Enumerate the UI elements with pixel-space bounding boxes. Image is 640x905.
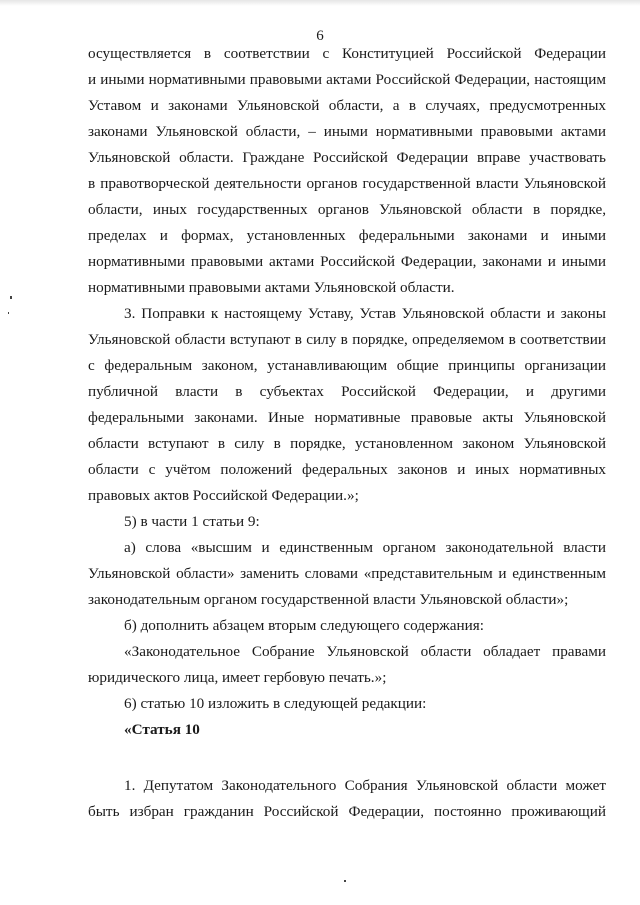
text-line: 5) в части 1 статьи 9: (124, 513, 260, 530)
text-line: Ульяновской области. Граждане Российской Федерации вправе участвовать (88, 149, 606, 166)
text-line: Ульяновской области вступают в силу в порядке, определяемом в соответствии (88, 331, 606, 348)
text-line: «Законодательное Собрание Ульяновской области обладает правами (124, 643, 606, 660)
text-line: 3. Поправки к настоящему Уставу, Устав Ульяновской области и законы (124, 305, 606, 322)
text-line: юридического лица, имеет гербовую печать.»; (88, 669, 387, 686)
text-line: в правотворческой деятельности органов государственной власти Ульяновской (88, 175, 606, 192)
page-number: 6 (316, 28, 324, 44)
text-line: 1. Депутатом Законодательного Собрания Ульяновской области может (124, 777, 606, 794)
text-line: нормативными правовыми актами Российской Федерации, законами и иными (88, 253, 606, 270)
text-line: а) слова «высшим и единственным органом законодательной власти (124, 539, 606, 556)
scan-speck (10, 296, 12, 299)
text-line: федеральными законами. Иные нормативные правовые акты Ульяновской (88, 409, 606, 426)
scan-speck (8, 312, 9, 314)
text-line: законами Ульяновской области, – иными нормативными правовыми актами (88, 123, 606, 140)
text-line: публичной власти в субъектах Российской Федерации, и другими (88, 383, 606, 400)
text-line: правовых актов Российской Федерации.»; (88, 487, 359, 504)
text-line: области вступают в силу в порядке, установленном законом Ульяновской (88, 435, 606, 452)
scan-shadow (0, 0, 640, 6)
text-line: осуществляется в соответствии с Конституцией Российской Федерации (88, 45, 606, 62)
text-line: пределах и формах, установленных федеральными законами и иными (88, 227, 606, 244)
text-line: б) дополнить абзацем вторым следующего содержания: (124, 617, 484, 634)
text-line: с федеральным законом, устанавливающим общие принципы организации (88, 357, 606, 374)
text-line: области, иных государственных органов Ульяновской области в порядке, (88, 201, 606, 218)
text-line: законодательным органом государственной власти Ульяновской области»; (88, 591, 569, 608)
text-line: быть избран гражданин Российской Федерации, постоянно проживающий (88, 803, 606, 820)
text-line: области с учётом положений федеральных законов и иных нормативных (88, 461, 606, 478)
text-line: нормативными правовыми актами Ульяновской области. (88, 279, 455, 296)
text-line: и иными нормативными правовыми актами Российской Федерации, настоящим (88, 71, 606, 88)
text-line: 6) статью 10 изложить в следующей редакции: (124, 695, 427, 712)
article-heading: «Статья 10 (124, 721, 200, 738)
scan-speck (344, 880, 346, 882)
text-line: Ульяновской области» заменить словами «представительным и единственным (88, 565, 606, 582)
text-line: Уставом и законами Ульяновской области, а в случаях, предусмотренных (88, 97, 606, 114)
